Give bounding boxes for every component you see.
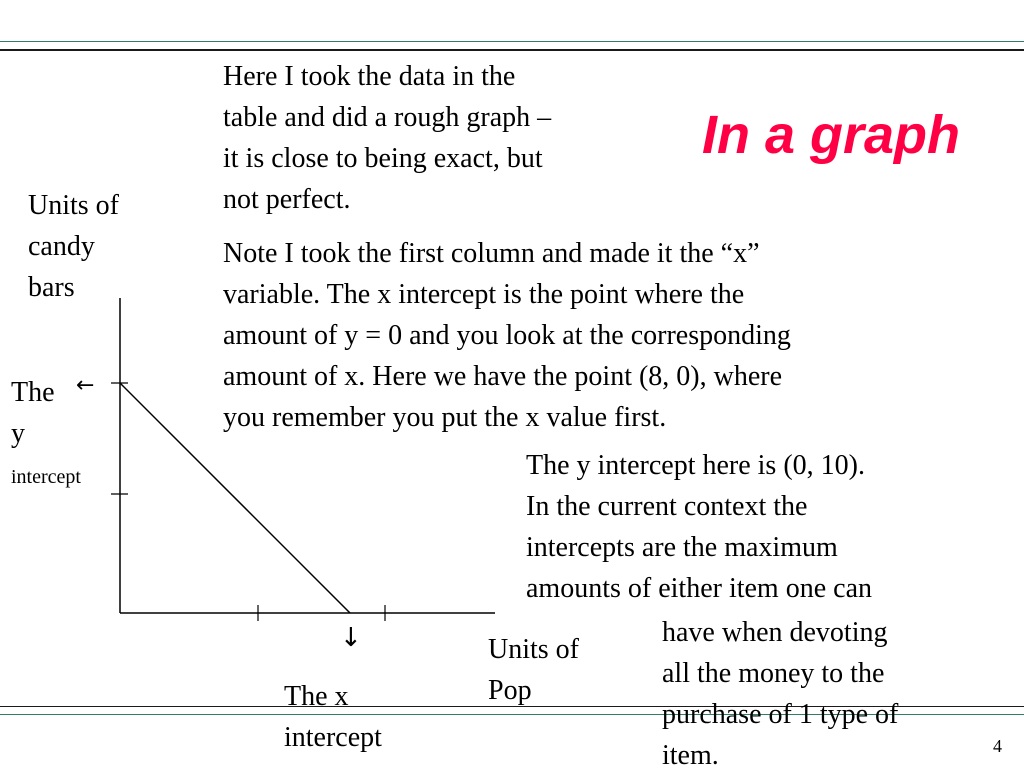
series-layer xyxy=(120,383,350,613)
intro-paragraph: Here I took the data in the table and did a rough graph – it is close to being exact, but not perfect. xyxy=(223,61,552,215)
y-intercept-arrow: ← xyxy=(76,373,95,398)
page-number: 4 xyxy=(993,736,1002,756)
y-intercept-explanation: The y intercept here is (0, 10). In the current context the intercepts are the maximum amounts of either item one can xyxy=(526,450,872,604)
slide-title: In a graph xyxy=(702,105,961,165)
y-intercept-label-small: intercept xyxy=(11,466,81,488)
budget-line-segment xyxy=(120,383,350,613)
x-intercept-arrow: ↓ xyxy=(340,623,362,653)
y-axis-label: Units of candy bars xyxy=(28,190,119,303)
x-intercept-label: The x intercept xyxy=(284,681,382,753)
x-intercept-explanation: Note I took the first column and made it the “x” variable. The x intercept is the point where the amount of y = 0 and you look at the corresponding amount of x. Here we have the point (8, 0), where you remember you put the x value first. xyxy=(223,238,791,433)
x-axis-label: Units of Pop xyxy=(488,634,579,706)
intercepts-continued: have when devoting all the money to the purchase of 1 type of item. xyxy=(662,617,899,771)
y-intercept-label: The y xyxy=(11,377,55,449)
